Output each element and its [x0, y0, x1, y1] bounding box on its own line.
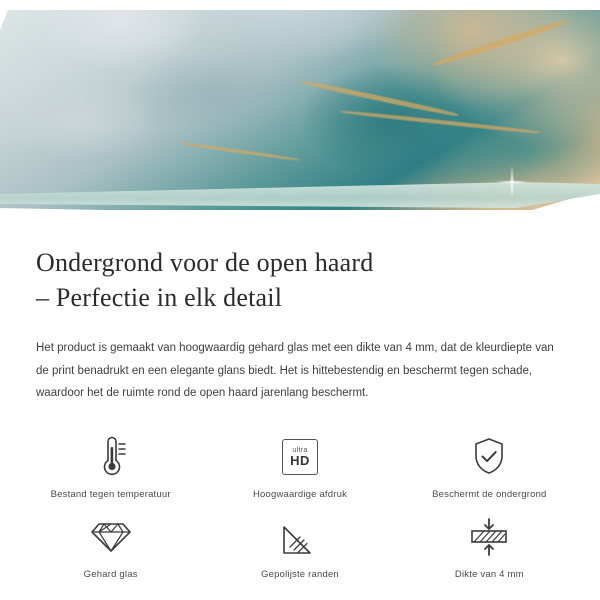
page-title-line-2: – Perfectie in elk detail: [36, 282, 283, 312]
sparkle-icon: [495, 165, 529, 199]
page-title: [36, 246, 564, 315]
feature-grid: [0, 434, 600, 580]
feature-item-polished-edges: [205, 514, 394, 580]
ultra-hd-badge-bottom: HD: [290, 453, 310, 469]
hero-image: [0, 0, 600, 218]
feature-label-temperature: Bestand tegen temperatuur: [50, 489, 171, 501]
diamond-icon: [90, 514, 132, 560]
feature-item-thickness: [395, 514, 584, 580]
thermometer-icon: [91, 434, 131, 480]
feature-label-thickness: Dikte van 4 mm: [454, 569, 524, 581]
description-paragraph: Het product is gemaakt van hoogwaardig gehard glas met een dikte van 4 mm, dat de kleurdiepte van de print benadrukt en een elegante glans biedt. Het is hittebestendig en beschermt tegen schade, waardoor het de ruimte rond de open haard jarenlang beschermt.: [36, 342, 554, 399]
feature-item-tempered-glass: [16, 514, 205, 580]
shield-check-icon: [470, 434, 508, 480]
feature-item-temperature: [16, 434, 205, 500]
page-title-line-1: Ondergrond voor de open haard: [36, 248, 374, 277]
feature-label-polished-edges: Gepolijste randen: [261, 569, 339, 581]
polished-edges-icon: [281, 514, 319, 560]
thickness-4mm-icon: [466, 514, 512, 560]
feature-item-print-quality: [205, 434, 394, 500]
feature-label-surface-protection: Beschermt de ondergrond: [432, 489, 547, 501]
feature-label-tempered-glass: Gehard glas: [83, 569, 138, 581]
ultra-hd-icon: [282, 434, 318, 480]
ultra-hd-badge-top: ultra: [292, 447, 308, 455]
description-content: [0, 218, 600, 404]
hero-bottom-margin: [0, 210, 600, 218]
feature-label-print-quality: Hoogwaardige afdruk: [252, 489, 348, 501]
feature-item-surface-protection: [395, 434, 584, 500]
hero-top-margin: [0, 0, 600, 10]
